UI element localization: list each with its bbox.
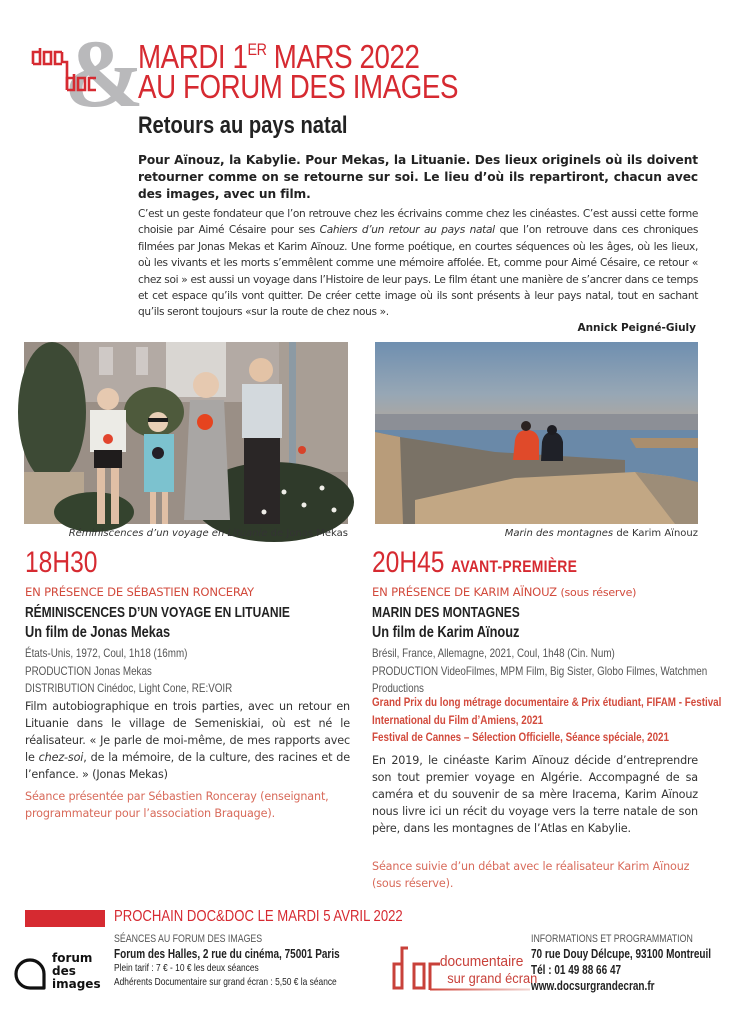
contact-address: 70 rue Douy Délcupe, 93100 Montreuil <box>531 947 712 961</box>
svg-text:forum: forum <box>52 951 93 965</box>
film-still-marin <box>375 342 698 524</box>
forum-info: SÉANCES AU FORUM DES IMAGES Forum des Halles, 2 rue du cinéma, 75001 Paris Plein tarif : 7 € - 10 € les deux séances Adhérents Documentaire sur grand écran : 5,50 € la séance <box>114 933 340 988</box>
guest-presence: EN PRÉSENCE DE KARIM AÏNOUZ (sous réserve) <box>372 585 637 599</box>
contact-phone: Tél : 01 49 88 66 47 <box>531 963 622 977</box>
screening-time: 18H30 <box>25 546 98 579</box>
intro-body: C’est un geste fondateur que l’on retrouve chez les écrivains comme chez les cinéastes. C’est aussi cette forme choisie par Aimé Césaire pour ses Cahiers d’un retour au pays natal que l’on retrouve dans ces chroniques filmées par Jonas Mekas et Karim Aïnouz. Une forme poétique, en courtes séquences où les âges, où les lieux, où les vivants et les morts s’emmêlent comme une mémoire affolée. Et, comme pour Aimé Césaire, ce retour « chez soi » est aussi un voyage dans l’Histoire de leur pays. Le film étant une manière de s’ancrer dans ce temps et cet espace qu’ils vont quitter. De créer cette image où ils sont présents à leur pays natal, tout en sachant qu’ils seront toujours «sur la route de chez nous ». <box>138 208 698 319</box>
film-awards: Grand Prix du long métrage documentaire & Prix étudiant, FIFAM - Festival International du Film d’Amiens, 2021 Festival de Cannes – Sélection Officielle, Séance spéciale, 2021 <box>372 695 722 744</box>
premiere-badge: AVANT-PREMIÈRE <box>451 557 578 576</box>
documentaire-sur-grand-ecran-logo <box>392 942 538 992</box>
svg-text:documentaire: documentaire <box>439 953 524 971</box>
svg-text:images: images <box>52 977 101 991</box>
screening-note: Séance présentée par Sébastien Ronceray (enseignant, programmateur pour l’association Braquage). <box>25 790 329 820</box>
contact-info: INFORMATIONS ET PROGRAMMATION 70 rue Douy Délcupe, 93100 Montreuil Tél : 01 49 88 66 47 www.docsurgrandecran.fr <box>531 933 712 993</box>
forum-des-images-logo <box>22 948 108 992</box>
forum-address: Forum des Halles, 2 rue du cinéma, 75001 Paris <box>114 947 340 961</box>
price-member: Adhérents Documentaire sur grand écran : 5,50 € la séance <box>114 975 337 988</box>
event-date: MARDI 1ER MARS 2022 <box>138 38 420 75</box>
film-still-reminiscences <box>24 342 348 524</box>
film-synopsis: En 2019, le cinéaste Karim Aïnouz décide d’entreprendre son tout premier voyage en Algérie. Accompagné de sa caméra et du souvenir de sa mère Iracema, Karim Aïnouz nous livre ici un récit du voyage vers la terre natale de son père, dans les montagnes de l’Atlas en Kabylie. <box>372 754 698 835</box>
contact-website[interactable]: www.docsurgrandecran.fr <box>531 979 655 993</box>
svg-text:des: des <box>52 964 76 978</box>
screening-note: Séance suivie d’un débat avec le réalisateur Karim Aïnouz (sous réserve). <box>372 860 690 890</box>
price-full: Plein tarif : 7 € - 10 € les deux séances <box>114 962 259 974</box>
film-title: MARIN DES MONTAGNES <box>372 604 520 621</box>
docdoc-logo <box>30 20 144 127</box>
page-title: Retours au pays natal <box>138 112 348 139</box>
screening-time: 20H45 AVANT-PREMIÈRE <box>372 546 578 579</box>
event-venue: AU FORUM DES IMAGES <box>138 68 459 105</box>
author-signature: Annick Peigné-Giuly <box>577 322 696 334</box>
film-synopsis: Film autobiographique en trois parties, avec un retour en Lituanie dans le village de Semeniskiai, où est né le réalisateur. « Je parle de moi-même, de mes rapports avec le chez-soi, de la mémoire, de la culture, des racines et de l’enfance. » (Jonas Mekas) <box>25 700 350 781</box>
photo-caption-right: Marin des montagnes de Karim Aïnouz <box>504 528 698 539</box>
film-credits: Brésil, France, Allemagne, 2021, Coul, 1h48 (Cin. Num) PRODUCTION VideoFilmes, MPM Film, Big Sister, Globo Filmes, Watchmen Productions <box>372 646 708 695</box>
intro-lead: Pour Aïnouz, la Kabylie. Pour Mekas, la Lituanie. Des lieux originels où ils doivent retourner comme on se retourne sur soi. Le lieu d’où ils repartiront, chacun avec des images, avec un film. <box>138 153 698 201</box>
svg-text:&: & <box>64 20 144 127</box>
film-director: Un film de Karim Aïnouz <box>372 624 520 641</box>
film-credits: États-Unis, 1972, Coul, 1h18 (16mm) PRODUCTION Jonas Mekas DISTRIBUTION Cinédoc, Light Cone, RE:VOIR <box>25 646 233 695</box>
accent-bar <box>25 910 105 927</box>
film-title: RÉMINISCENCES D’UN VOYAGE EN LITUANIE <box>25 604 290 621</box>
next-event: PROCHAIN DOC&DOC LE MARDI 5 AVRIL 2022 <box>114 908 403 925</box>
photo-caption-left: Réminiscences d’un voyage en Lituanie de Jonas Mekas <box>68 528 348 539</box>
film-director: Un film de Jonas Mekas <box>25 624 171 641</box>
guest-presence: EN PRÉSENCE DE SÉBASTIEN RONCERAY <box>25 585 254 599</box>
svg-text:sur grand écran: sur grand écran <box>447 970 538 987</box>
